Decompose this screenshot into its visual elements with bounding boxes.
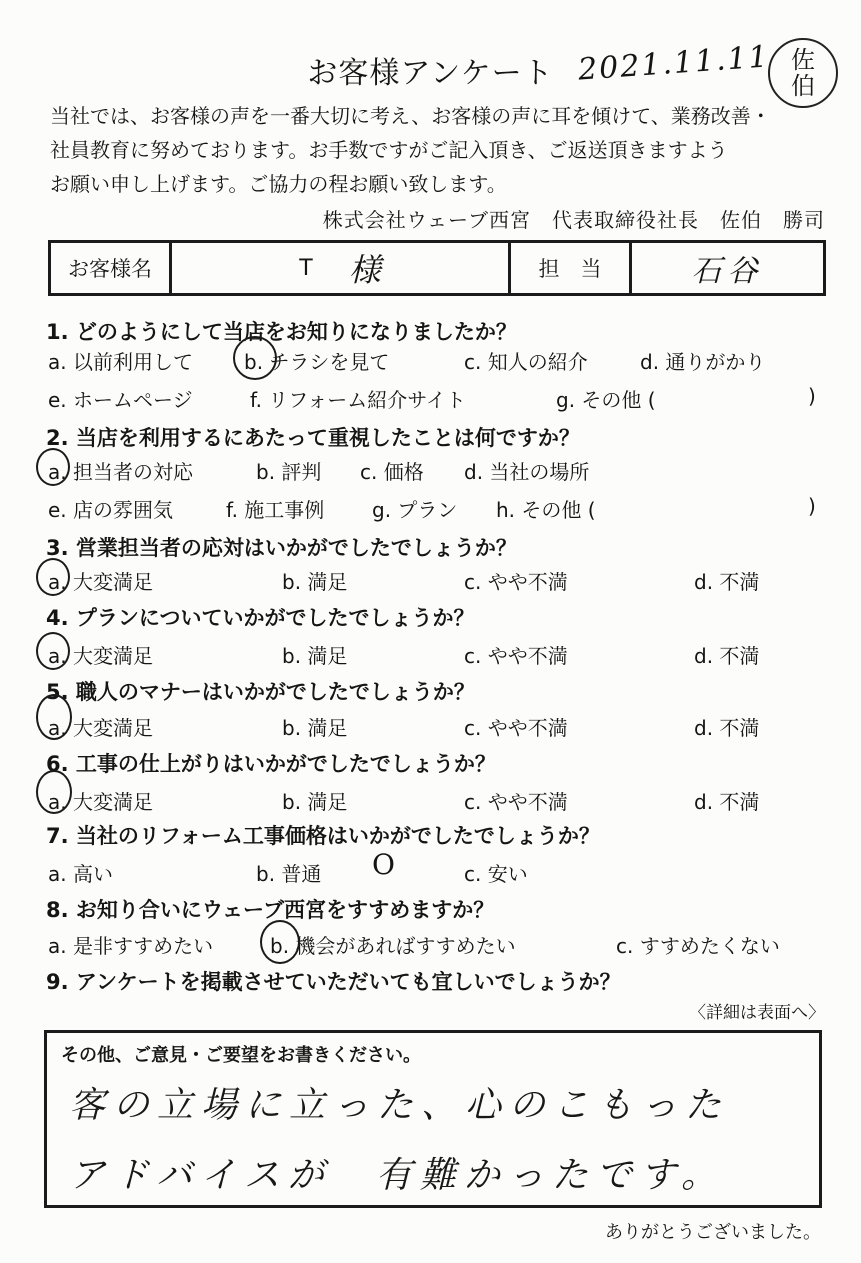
staff-label: 担 当 — [511, 243, 632, 293]
q2-selected-circle — [36, 448, 70, 486]
customer-info-table — [48, 240, 826, 296]
comment-label: その他、ご意見・ご要望をお書きください。 — [61, 1045, 421, 1066]
q6-option-b[interactable]: b. 満足 — [282, 790, 348, 814]
intro-line-1: 当社では、お客様の声を一番大切に考え、お客様の声に耳を傾けて、業務改善・ — [50, 104, 771, 128]
question-7: 7. 当社のリフォーム工事価格はいかがでしたでしょうか？ — [46, 824, 600, 848]
q2-option-f[interactable]: f. 施工事例 — [226, 498, 325, 522]
q6-option-a[interactable]: a. 大変満足 — [48, 790, 153, 814]
q4-selected-circle — [36, 632, 70, 670]
intro-line-3: お願い申し上げます。ご協力の程お願い致します。 — [50, 172, 507, 196]
q2-option-e[interactable]: e. 店の雰囲気 — [48, 498, 174, 522]
comment-box[interactable] — [44, 1030, 822, 1208]
thanks-text: ありがとうございました。 — [605, 1222, 821, 1243]
staff-field[interactable]: 石谷 — [691, 254, 764, 289]
q4-option-b[interactable]: b. 満足 — [282, 644, 348, 668]
q3-option-a[interactable]: a. 大変満足 — [48, 570, 153, 594]
q2-option-a[interactable]: a. 担当者の対応 — [48, 460, 193, 484]
page-title: お客様アンケート — [307, 56, 554, 91]
q4-option-d[interactable]: d. 不満 — [694, 644, 760, 668]
q8-option-a[interactable]: a. 是非すすめたい — [48, 934, 214, 958]
q2-option-h[interactable]: h. その他 ( — [496, 498, 596, 522]
question-8: 8. お知り合いにウェーブ西宮をすすめますか？ — [46, 898, 495, 922]
q7-selected-mark: O — [372, 848, 395, 881]
q7-option-b[interactable]: b. 普通 — [256, 862, 322, 886]
q7-option-a[interactable]: a. 高い — [48, 862, 113, 886]
customer-name-label: お客様名 — [51, 243, 172, 293]
q5-option-a[interactable]: a. 大変満足 — [48, 716, 153, 740]
q5-option-d[interactable]: d. 不満 — [694, 716, 760, 740]
q1-option-c[interactable]: c. 知人の紹介 — [464, 350, 588, 374]
handwritten-date: 2021.11.11 — [577, 39, 771, 88]
q8-option-b[interactable]: b. 機会があればすすめたい — [270, 934, 516, 958]
intro-line-2: 社員教育に努めております。お手数ですがご記入頂き、ご返送頂きますよう — [50, 138, 728, 162]
q2-option-c[interactable]: c. 価格 — [360, 460, 424, 484]
question-3: 3. 営業担当者の応対はいかがでしたでしょうか？ — [46, 536, 517, 560]
question-9: 9. アンケートを掲載させていただいても宜しいでしょうか？ — [46, 970, 621, 994]
q8-selected-circle — [260, 920, 300, 964]
q1-option-g[interactable]: g. その他 ( — [556, 388, 656, 412]
q3-option-b[interactable]: b. 満足 — [282, 570, 348, 594]
seal-char-1: 佐 — [791, 46, 815, 74]
q5-selected-circle — [36, 694, 72, 740]
q6-option-c[interactable]: c. やや不満 — [464, 790, 568, 814]
question-5: 5. 職人のマナーはいかがでしたでしょうか？ — [46, 680, 475, 704]
q1-option-e[interactable]: e. ホームページ — [48, 388, 193, 412]
q2-option-g[interactable]: g. プラン — [372, 498, 458, 522]
q9-note: 〈詳細は表面へ〉 — [689, 1003, 825, 1023]
question-1: 1. どのようにして当店をお知りになりましたか？ — [46, 320, 517, 344]
question-4: 4. プランについていかがでしたでしょうか？ — [46, 606, 475, 630]
seal-stamp — [768, 38, 838, 108]
comment-line-2: アドバイスが 有難かったです。 — [69, 1155, 726, 1196]
seal-char-2: 伯 — [791, 72, 815, 100]
q4-option-c[interactable]: c. やや不満 — [464, 644, 568, 668]
q2-option-h-close: ) — [808, 494, 816, 518]
q1-selected-circle — [233, 336, 277, 380]
customer-name-value: T — [299, 255, 313, 281]
q3-option-d[interactable]: d. 不満 — [694, 570, 760, 594]
q2-option-b[interactable]: b. 評判 — [256, 460, 322, 484]
q6-selected-circle — [36, 770, 72, 814]
q8-option-c[interactable]: c. すすめたくない — [616, 934, 780, 958]
q3-option-c[interactable]: c. やや不満 — [464, 570, 568, 594]
q7-option-c[interactable]: c. 安い — [464, 862, 528, 886]
q2-option-d[interactable]: d. 当社の場所 — [464, 460, 590, 484]
q1-option-g-close: ) — [808, 384, 816, 408]
customer-name-field[interactable] — [172, 243, 511, 293]
question-6: 6. 工事の仕上がりはいかがでしたでしょうか？ — [46, 752, 496, 776]
q3-selected-circle — [36, 558, 70, 596]
comment-line-1: 客の立場に立った、心のこもった — [69, 1085, 730, 1126]
q1-option-a[interactable]: a. 以前利用して — [48, 350, 193, 374]
q4-option-a[interactable]: a. 大変満足 — [48, 644, 153, 668]
q5-option-b[interactable]: b. 満足 — [282, 716, 348, 740]
q1-option-b[interactable]: b. チラシを見て — [244, 350, 390, 374]
q6-option-d[interactable]: d. 不満 — [694, 790, 760, 814]
q5-option-c[interactable]: c. やや不満 — [464, 716, 568, 740]
company-signature: 株式会社ウェーブ西宮 代表取締役社長 佐伯 勝司 — [322, 208, 825, 232]
q1-option-d[interactable]: d. 通りがかり — [640, 350, 766, 374]
q1-option-f[interactable]: f. リフォーム紹介サイト — [250, 388, 466, 412]
honorific: 様 — [348, 251, 381, 289]
question-2: 2. 当店を利用するにあたって重視したことは何ですか？ — [46, 426, 580, 450]
